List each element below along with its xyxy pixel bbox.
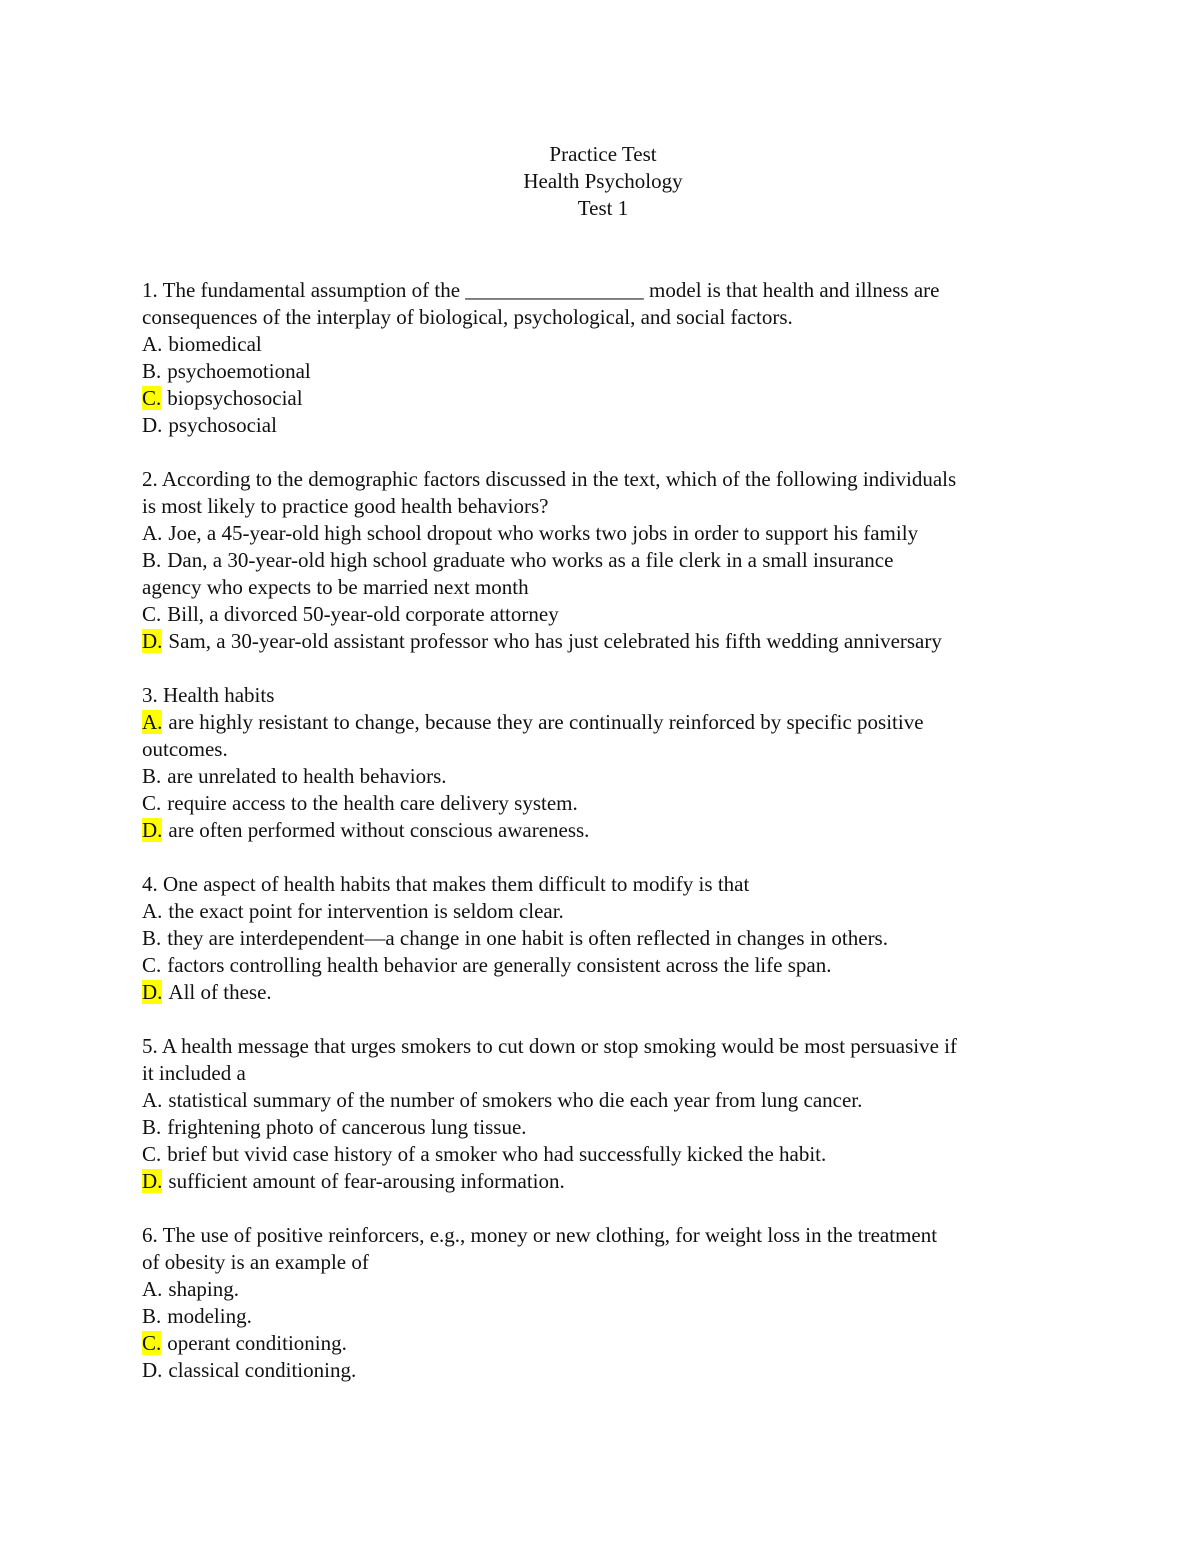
option-text: factors controlling health behavior are generally consistent across the life span. (167, 953, 832, 977)
question-6 (142, 1222, 1072, 1384)
header-title: Practice Test (549, 142, 657, 166)
question-list (142, 277, 1072, 1384)
answer-option (142, 1114, 1072, 1141)
option-text: are unrelated to health behaviors. (167, 764, 447, 788)
answer-option (142, 790, 1072, 817)
question-4 (142, 871, 1072, 1006)
option-text: psychosocial (168, 413, 277, 437)
option-letter: B. (142, 1304, 162, 1328)
option-text: brief but vivid case history of a smoker who had successfully kicked the habit. (167, 1142, 827, 1166)
header-test-number: Test 1 (577, 196, 629, 220)
option-text: biopsychosocial (167, 386, 303, 410)
option-text: are highly resistant to change, because they are continually reinforced by specific positive (168, 710, 924, 734)
option-text: Dan, a 30-year-old high school graduate who works as a file clerk in a small insurance (167, 548, 894, 572)
answer-option (142, 412, 1072, 439)
option-letter: D. (142, 1358, 163, 1382)
option-letter: B. (142, 764, 162, 788)
answer-option (142, 358, 1072, 385)
question-stem-line: 4. One aspect of health habits that makes them difficult to modify is that (142, 872, 750, 896)
option-text-continuation: agency who expects to be married next month (142, 575, 529, 599)
highlighted-answer-letter: C. (142, 1331, 162, 1355)
answer-option (142, 1276, 1072, 1303)
answer-option (142, 628, 1072, 655)
question-3 (142, 682, 1072, 844)
answer-option (142, 547, 1072, 574)
question-5 (142, 1033, 1072, 1195)
option-text: Sam, a 30-year-old assistant professor who has just celebrated his fifth wedding anniversary (168, 629, 942, 653)
answer-option (142, 817, 1072, 844)
answer-option (142, 601, 1072, 628)
option-letter: A. (142, 521, 163, 545)
option-text: All of these. (168, 980, 272, 1004)
option-letter: B. (142, 1115, 162, 1139)
option-text: statistical summary of the number of smokers who die each year from lung cancer. (168, 1088, 863, 1112)
option-text: frightening photo of cancerous lung tissue. (167, 1115, 527, 1139)
highlighted-answer-letter: A. (142, 710, 163, 734)
option-text: biomedical (168, 332, 262, 356)
question-2 (142, 466, 1072, 655)
answer-option (142, 763, 1072, 790)
answer-option (142, 520, 1072, 547)
option-letter: A. (142, 1088, 163, 1112)
answer-option (142, 952, 1072, 979)
option-text: Joe, a 45-year-old high school dropout who works two jobs in order to support his family (168, 521, 919, 545)
answer-option (142, 1141, 1072, 1168)
option-letter: C. (142, 953, 162, 977)
option-text: Bill, a divorced 50-year-old corporate attorney (167, 602, 559, 626)
question-stem-line: 6. The use of positive reinforcers, e.g., money or new clothing, for weight loss in the treatment (142, 1223, 938, 1247)
answer-option (142, 979, 1072, 1006)
option-text: operant conditioning. (167, 1331, 347, 1355)
option-text: psychoemotional (167, 359, 311, 383)
option-letter: B. (142, 359, 162, 383)
answer-option (142, 1087, 1072, 1114)
document-header (134, 141, 1072, 222)
question-stem-line: 2. According to the demographic factors discussed in the text, which of the following individuals (142, 467, 957, 491)
question-stem-line: 5. A health message that urges smokers to cut down or stop smoking would be most persuasive if (142, 1034, 958, 1058)
option-text: sufficient amount of fear-arousing information. (168, 1169, 565, 1193)
option-text: require access to the health care delivery system. (167, 791, 578, 815)
option-letter: B. (142, 548, 162, 572)
question-stem-line: it included a (142, 1061, 246, 1085)
option-text: they are interdependent—a change in one habit is often reflected in changes in others. (167, 926, 888, 950)
question-1 (142, 277, 1072, 439)
question-stem-line: is most likely to practice good health behaviors? (142, 494, 549, 518)
option-text: modeling. (167, 1304, 252, 1328)
option-text: classical conditioning. (168, 1358, 357, 1382)
question-stem-line: 1. The fundamental assumption of the _________________ model is that health and illness are (142, 278, 940, 302)
answer-option (142, 385, 1072, 412)
option-text-continuation: outcomes. (142, 737, 228, 761)
option-letter: A. (142, 332, 163, 356)
highlighted-answer-letter: C. (142, 386, 162, 410)
option-letter: C. (142, 791, 162, 815)
option-letter: D. (142, 413, 163, 437)
highlighted-answer-letter: D. (142, 629, 163, 653)
question-stem-line: of obesity is an example of (142, 1250, 369, 1274)
answer-option (142, 1168, 1072, 1195)
answer-option (142, 898, 1072, 925)
answer-option (142, 709, 1072, 736)
answer-option (142, 1357, 1072, 1384)
answer-option (142, 925, 1072, 952)
answer-option (142, 1303, 1072, 1330)
answer-option (142, 1330, 1072, 1357)
highlighted-answer-letter: D. (142, 818, 163, 842)
option-letter: A. (142, 899, 163, 923)
option-letter: B. (142, 926, 162, 950)
document-page (142, 141, 1072, 1411)
option-letter: C. (142, 602, 162, 626)
option-text: shaping. (168, 1277, 239, 1301)
question-stem-line: 3. Health habits (142, 683, 275, 707)
header-subject: Health Psychology (523, 169, 683, 193)
highlighted-answer-letter: D. (142, 980, 163, 1004)
highlighted-answer-letter: D. (142, 1169, 163, 1193)
option-text: are often performed without conscious awareness. (168, 818, 590, 842)
option-text: the exact point for intervention is seldom clear. (168, 899, 564, 923)
answer-option (142, 331, 1072, 358)
option-letter: C. (142, 1142, 162, 1166)
question-stem-line: consequences of the interplay of biological, psychological, and social factors. (142, 305, 793, 329)
option-letter: A. (142, 1277, 163, 1301)
